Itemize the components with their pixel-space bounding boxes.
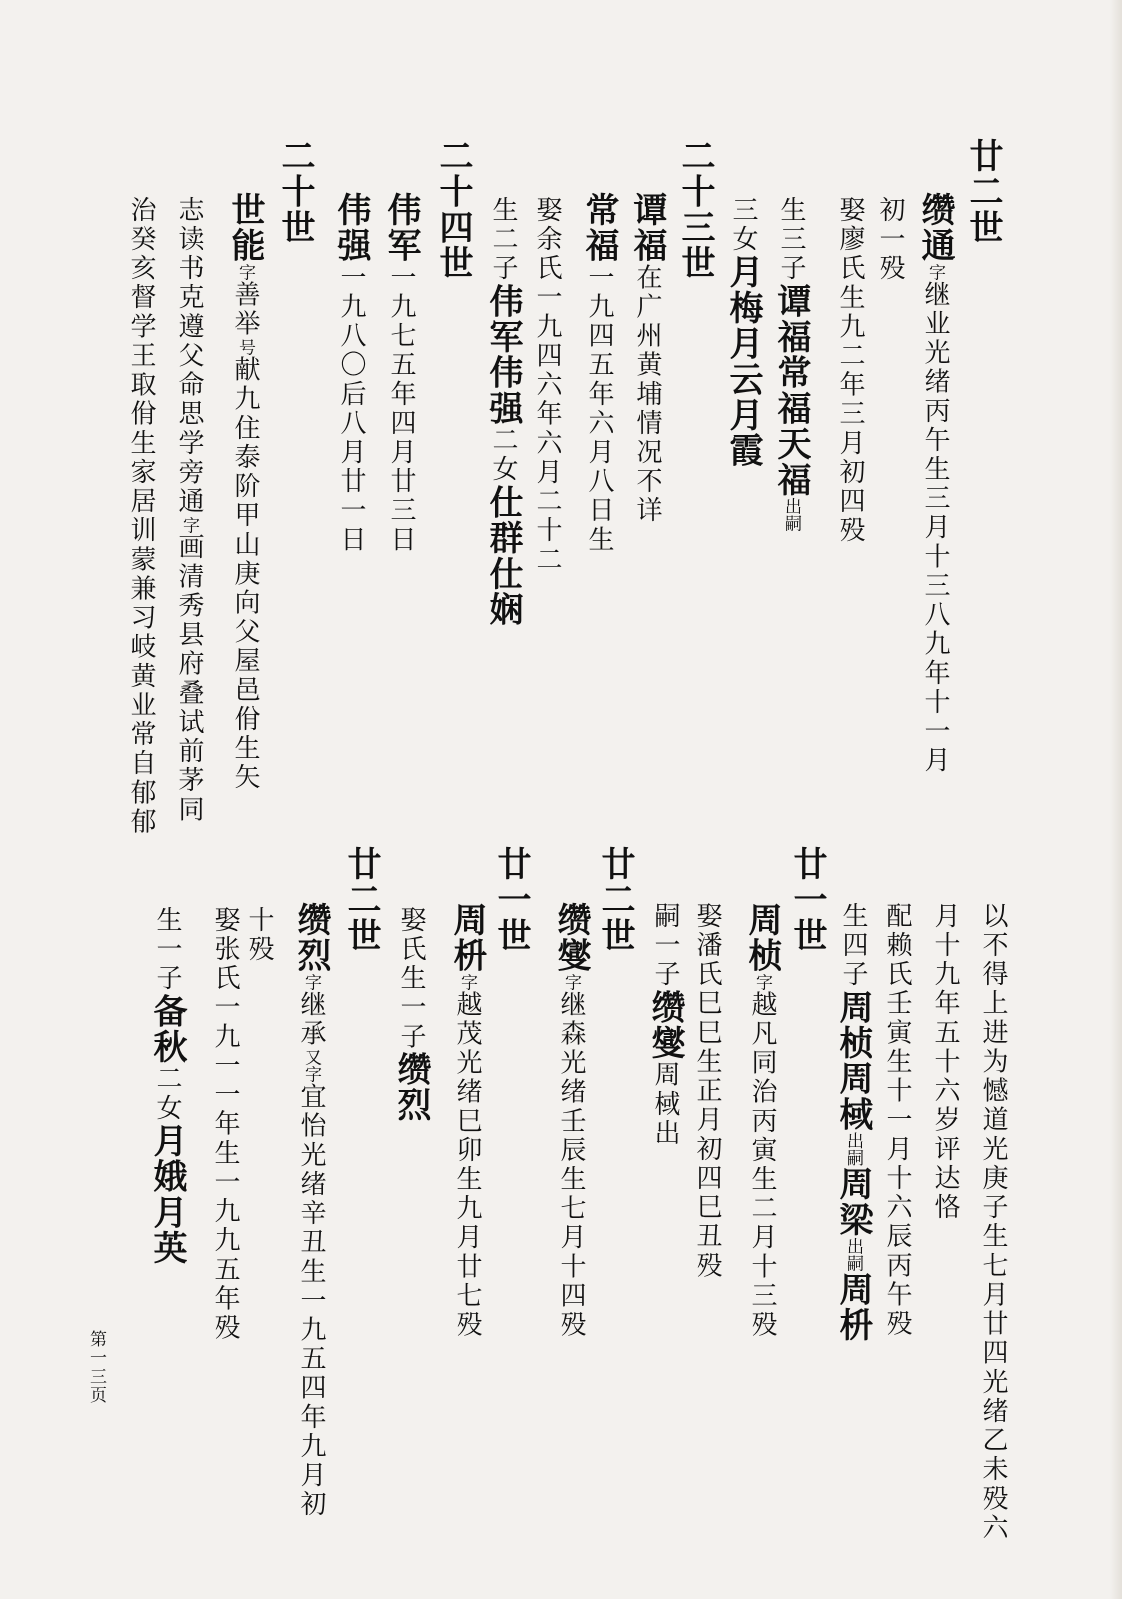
entry-text: 献九住泰阶甲山庚向父屋邑佾生矢 (230, 355, 260, 793)
person-name: 月梅 (723, 254, 763, 326)
entry-text: 殁 (210, 1313, 240, 1343)
courtesy-note: 字 (179, 516, 199, 534)
courtesy-note: 字 (752, 973, 772, 991)
person-name: 月娥 (147, 1123, 187, 1195)
entry-text: 生 (835, 283, 865, 313)
entry-text: 善举 (230, 280, 260, 339)
entry-tanfu (627, 192, 667, 526)
entry-text: 继承 (296, 990, 326, 1049)
entry-zhousheng (442, 902, 492, 1340)
person-name: 常福 (771, 354, 811, 427)
entry-text: 一九七五年四月廿三日 (386, 263, 416, 555)
entry-text: 周棫出 (650, 1060, 680, 1149)
person-name: 缵烈 (391, 1051, 431, 1124)
entry-text: 继业光绪丙午生三月十三 (920, 280, 950, 601)
person-name: 月英 (147, 1194, 187, 1266)
entry-text: 生三子 (776, 196, 806, 284)
entry-weiqiang (331, 192, 371, 555)
page-number: 第一三页 (86, 1330, 106, 1405)
person-name: 周梁 (833, 1166, 873, 1238)
entry-children-changfu (483, 196, 523, 628)
person-name: 伟强 (331, 192, 371, 264)
person-name: 缵燮 (551, 902, 591, 974)
person-name: 常福 (579, 192, 619, 264)
heading-generation-24: 二十四世 (433, 138, 473, 281)
entry-text: 娶 (396, 906, 426, 936)
entry-text: 继森光绪壬辰生七月十四 (556, 990, 586, 1311)
person-name: 周棫 (833, 1060, 873, 1133)
person-name: 世能 (225, 192, 265, 264)
person-name: 周桢 (833, 989, 873, 1061)
entry-qu-shi (391, 906, 431, 1124)
person-name: 谭福 (627, 192, 667, 264)
entry-text: 三女 (728, 196, 758, 255)
entry-zhouzhen (740, 902, 784, 1340)
heading-generation-23: 二十三世 (675, 138, 715, 281)
entry-qu-liao (822, 196, 878, 545)
entry-text: 一九九五年 (210, 1168, 240, 1314)
entry-yibude: 以不得上进为憾道光庚子生七月廿四光绪乙未殁六 (978, 902, 1008, 1543)
entry-text: 越茂光绪巳卯生九月廿七 (452, 990, 482, 1311)
entry-text: 嗣一子 (650, 902, 680, 990)
entry-peilai: 配赖氏壬寅生十一月十六辰丙午殁 (882, 902, 912, 1339)
entry-text: 初一 (875, 196, 905, 255)
entry-qu-zhang (200, 906, 250, 1343)
entry-text: 一九四五年六月八日生 (584, 263, 614, 555)
entry-weijun (381, 192, 421, 555)
entry-zantong (915, 192, 955, 776)
entry-changfu (579, 192, 619, 555)
person-name: 伟军 (483, 283, 523, 355)
entry-text: 一九八〇后八月廿一日 (336, 263, 366, 555)
heading-generation-21-b: 廿一世 (491, 846, 531, 954)
person-name: 周枡 (833, 1271, 873, 1343)
person-name: 周桢 (742, 902, 782, 974)
courtesy-note: 又字 (301, 1048, 321, 1083)
person-name: 伟军 (381, 192, 421, 264)
person-name: 月霞 (723, 397, 763, 469)
person-name: 周枡 (447, 902, 487, 974)
entry-text: 娶廖氏 (835, 196, 865, 284)
courtesy-note: 字 (457, 973, 477, 991)
entry-children-zanlie (147, 906, 187, 1266)
page-spine-shadow (1110, 0, 1122, 1599)
person-name: 缵通 (915, 192, 955, 264)
person-name: 缵烈 (291, 902, 331, 974)
person-name: 伟强 (483, 354, 523, 427)
entry-shineng (225, 192, 265, 793)
entry-text: 殁 (452, 1310, 482, 1340)
heading-generation-22-b: 廿二世 (341, 846, 381, 954)
entry-text: 志读书克遵父命思学旁通 (174, 196, 204, 517)
entry-qu-pan: 娶潘氏巳巳生正月初四巳丑殁 (692, 902, 722, 1281)
entry-text: 娶张氏一九一一年生 (210, 906, 240, 1169)
person-name: 缵燮 (645, 989, 685, 1061)
entry-text: 生二子 (488, 196, 518, 284)
entry-text: 二女 (488, 426, 518, 485)
entry-shi-mo: 十殁 (244, 906, 274, 965)
entry-text: 越凡同治丙寅生二月十三 (747, 990, 777, 1311)
entry-text: 生四子 (838, 902, 868, 990)
entry-text: 殁 (835, 516, 865, 546)
entry-daughters-zantong (723, 196, 763, 469)
entry-yueshijiu: 月十九年五十六岁评达恪 (930, 902, 960, 1223)
entry-heir-zanxie (645, 902, 685, 1149)
entry-text: 画清秀县府叠试前茅同 (174, 533, 204, 825)
entry-zhigui: 治癸亥督学王取佾生家居训蒙兼习岐黄业常自郁郁 (126, 196, 156, 837)
entry-zanlie (291, 902, 331, 1520)
entry-text: 八九年十一月 (920, 600, 950, 776)
entry-text: 氏生一子 (396, 935, 426, 1052)
entry-text: 宜怡光绪辛丑生一九五四年九月初 (296, 1082, 326, 1520)
person-name: 仕群 (483, 484, 523, 556)
heading-generation-22: 廿二世 (963, 138, 1003, 246)
entry-text: 殁 (875, 254, 905, 284)
entry-text: 二女 (152, 1064, 182, 1124)
courtesy-note: 字 (301, 973, 321, 991)
entry-qu-yu: 娶余氏一九四六年六月二十二 (532, 196, 562, 575)
courtesy-note: 字 (925, 263, 945, 281)
courtesy-note: 字 (561, 973, 581, 991)
heading-generation-22-a: 廿二世 (595, 846, 635, 954)
heading-generation-20: 二十世 (275, 138, 315, 246)
entry-text: 九二年三月初四 (835, 312, 865, 517)
adoption-note: 出嗣 (843, 1132, 863, 1167)
adoption-note: 出嗣 (843, 1237, 863, 1272)
person-name: 谭福 (771, 283, 811, 355)
person-name: 月云 (723, 325, 763, 398)
heading-generation-21-a: 廿一世 (787, 846, 827, 954)
person-name: 仕娴 (483, 555, 523, 628)
entry-zhidu (176, 196, 202, 825)
entry-text: 殁 (556, 1310, 586, 1340)
art-name-note: 号 (235, 338, 255, 356)
courtesy-note: 字 (235, 263, 255, 281)
adoption-note: 出嗣 (781, 497, 801, 532)
entry-text: 殁 (747, 1310, 777, 1340)
entry-text: 在广州黄埔情况不详 (632, 263, 662, 526)
entry-sons-four (833, 902, 873, 1343)
person-name: 备秋 (147, 993, 187, 1065)
person-name: 天福 (771, 426, 811, 498)
entry-sons-zantong (771, 196, 811, 532)
entry-zanxie (546, 902, 596, 1340)
entry-text: 生一子 (152, 906, 182, 994)
